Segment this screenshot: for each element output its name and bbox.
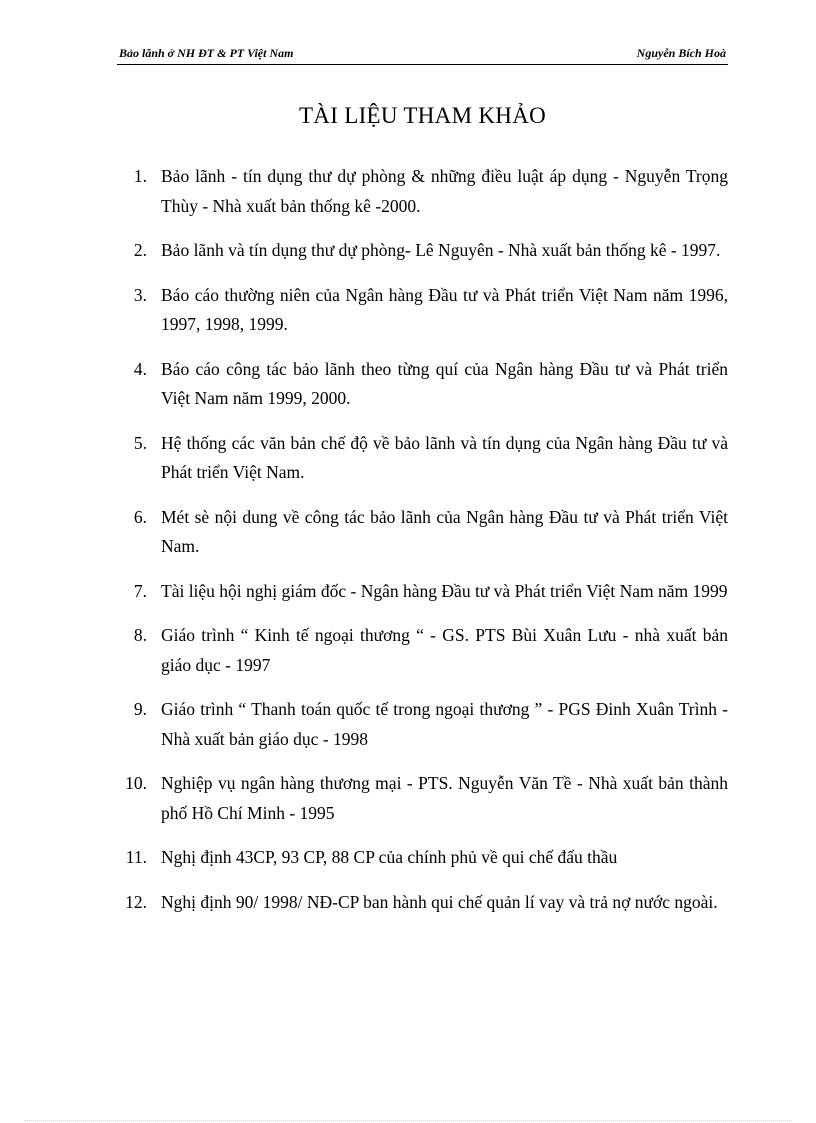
reference-item bbox=[117, 355, 728, 414]
reference-number: 2. bbox=[133, 240, 147, 260]
reference-number: 10. bbox=[125, 773, 147, 793]
reference-number: 7. bbox=[133, 580, 147, 601]
reference-number: 8. bbox=[133, 625, 147, 645]
page-bottom-border bbox=[24, 1120, 792, 1121]
reference-item bbox=[117, 281, 728, 340]
reference-number: 12. bbox=[125, 891, 147, 912]
reference-number: 5. bbox=[133, 432, 147, 453]
reference-number: 9. bbox=[133, 699, 147, 719]
reference-text: Nghiệp vụ ngân hàng thương mại - PTS. Nguyễn Văn Tề - Nhà xuất bản thành phố Hồ Chí Minh - 1995 bbox=[161, 773, 728, 823]
reference-text: Nghị định 90/ 1998/ NĐ-CP ban hành qui chế quản lí vay và trả nợ nước ngoài. bbox=[161, 891, 718, 912]
reference-item bbox=[117, 429, 728, 488]
reference-item bbox=[117, 888, 728, 918]
reference-text: Báo cáo công tác bảo lãnh theo từng quí của Ngân hàng Đầu tư và Phát triển Việt Nam năm 1999, 2000. bbox=[161, 358, 728, 408]
header-left-text: Bảo lãnh ở NH ĐT & PT Việt Nam bbox=[119, 46, 294, 60]
reference-list bbox=[117, 162, 728, 932]
reference-item bbox=[117, 162, 728, 221]
reference-text: Hệ thống các văn bản chế độ về bảo lãnh và tín dụng của Ngân hàng Đầu tư và Phát triển Việt Nam. bbox=[161, 432, 728, 482]
reference-number: 3. bbox=[133, 284, 147, 305]
reference-item bbox=[117, 695, 728, 754]
reference-text: Mét sè nội dung về công tác bảo lãnh của Ngân hàng Đầu tư và Phát triển Việt Nam. bbox=[161, 506, 728, 556]
header-author: Nguyễn Bích Hoà bbox=[636, 46, 726, 60]
page-header bbox=[117, 42, 728, 65]
reference-text: Bảo lãnh và tín dụng thư dự phòng- Lê Nguyên - Nhà xuất bản thống kê - 1997. bbox=[161, 240, 721, 260]
reference-number: 1. bbox=[133, 166, 147, 186]
reference-number: 6. bbox=[133, 506, 147, 527]
reference-item bbox=[117, 843, 728, 873]
reference-item bbox=[117, 503, 728, 562]
reference-item bbox=[117, 769, 728, 828]
reference-text: Bảo lãnh - tín dụng thư dự phòng & những điều luật áp dụng - Nguyễn Trọng Thùy - Nhà xuất bản thống kê -2000. bbox=[161, 166, 728, 216]
reference-text: Giáo trình “ Kinh tế ngoại thương “ - GS. PTS Bùi Xuân Lưu - nhà xuất bản giáo dục - 1997 bbox=[161, 625, 728, 675]
reference-number: 11. bbox=[125, 847, 147, 867]
reference-item bbox=[117, 621, 728, 680]
reference-text: Tài liệu hội nghị giám đốc - Ngân hàng Đầu tư và Phát triển Việt Nam năm 1999 bbox=[161, 580, 728, 601]
page-title: TÀI LIỆU THAM KHẢO bbox=[298, 103, 547, 128]
reference-number: 4. bbox=[133, 358, 147, 379]
reference-item bbox=[117, 236, 728, 266]
reference-text: Báo cáo thường niên của Ngân hàng Đầu tư và Phát triển Việt Nam năm 1996, 1997, 1998, 1999. bbox=[161, 284, 728, 334]
reference-text: Giáo trình “ Thanh toán quốc tế trong ngoại thương ” - PGS Đinh Xuân Trình - Nhà xuất bản giáo dục - 1998 bbox=[161, 699, 728, 749]
reference-item bbox=[117, 577, 728, 607]
reference-text: Nghị định 43CP, 93 CP, 88 CP của chính phủ về qui chế đấu thầu bbox=[161, 847, 618, 867]
